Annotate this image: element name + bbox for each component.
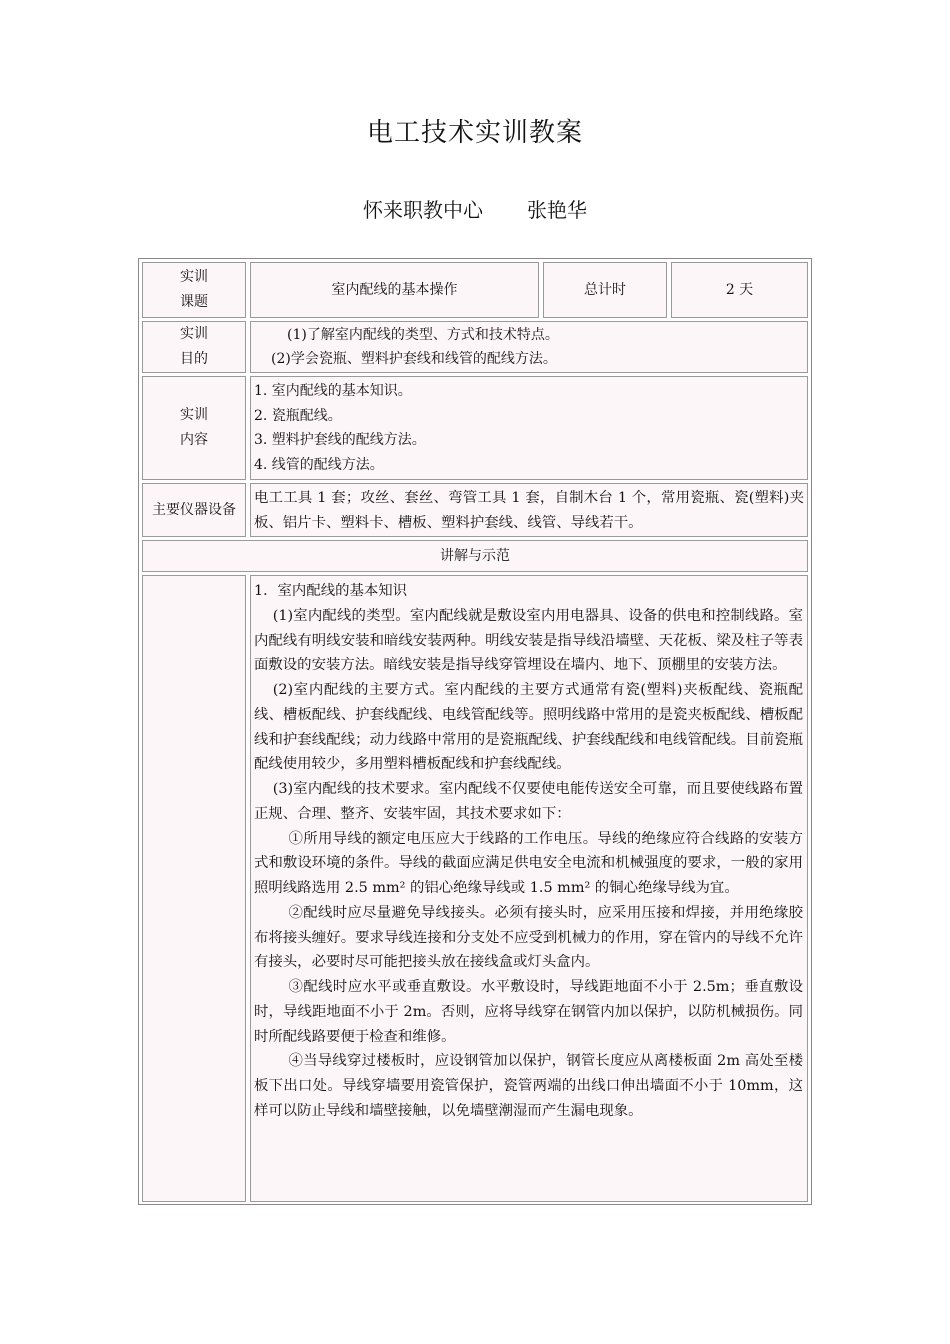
topic-label-cell <box>142 262 246 318</box>
goal-line-1: (1)了解室内配线的类型、方式和技术特点。 <box>287 327 559 343</box>
explanation-heading: 1．室内配线的基本知识 <box>254 583 408 599</box>
paragraph-requirements: (3)室内配线的技术要求。室内配线不仅要使电能传送安全可靠，而且要使线路布置正规、合理、整齐、安装牢固，其技术要求如下： <box>254 781 803 822</box>
goal-label-line1: 实训 <box>180 326 208 342</box>
goal-label-line2: 目的 <box>180 351 208 367</box>
topic-label-line1: 实训 <box>180 269 208 285</box>
school-name: 怀来职教中心 <box>363 198 483 222</box>
equipment-label: 主要仪器设备 <box>142 483 246 537</box>
content-label-cell <box>142 376 246 480</box>
hours-label: 总计时 <box>543 262 667 318</box>
paragraph-methods: (2)室内配线的主要方式。室内配线的主要方式通常有瓷(塑料)夹板配线、瓷瓶配线、槽板配线、护套线配线、电线管配线等。照明线路中常用的是瓷夹板配线、槽板配线和护套线配线；动力线路中常用的是瓷瓶配线、护套线配线和电线管配线。目前瓷瓶配线使用较少，多用塑料槽板配线和护套线配线。 <box>254 682 803 773</box>
content-item: 2. 瓷瓶配线。 <box>254 407 342 424</box>
goal-line-2: (2)学会瓷瓶、塑料护套线和线管的配线方法。 <box>271 351 557 367</box>
document-title: 电工技术实训教案 <box>366 118 583 148</box>
content-item: 4. 线管的配线方法。 <box>254 456 384 473</box>
content-label-line1: 实训 <box>180 407 208 423</box>
goal-text <box>250 321 808 373</box>
paragraph-types: (1)室内配线的类型。室内配线就是敷设室内用电器具、设备的供电和控制线路。室内配线有明线安装和暗线安装两种。明线安装是指导线沿墙壁、天花板、梁及柱子等表面敷设的安装方法。暗线安装是指导线穿管埋设在墙内、地下、顶棚里的安装方法。 <box>254 607 803 674</box>
explanation-body <box>250 575 808 1202</box>
requirement-item: ①所用导线的额定电压应大于线路的工作电压。导线的绝缘应符合线路的安装方式和敷设环境的条件。导线的截面应满足供电安全电流和机械强度的要求，一般的家用照明线路选用 2.5 mm² 的铝心绝缘导线或 1.5 mm² 的铜心绝缘导线为宜。 <box>254 830 803 896</box>
author-name: 张艳华 <box>527 198 587 222</box>
content-item: 3. 塑料护套线的配线方法。 <box>254 432 426 448</box>
requirement-item: ②配线时应尽量避免导线接头。必须有接头时，应采用压接和焊接，并用绝缘胶布将接头缠好。要求导线连接和分支处不应受到机械力的作用，穿在管内的导线不允许有接头，必要时尽可能把接头放在接线盒或灯头盒内。 <box>254 904 803 971</box>
requirement-item: ④当导线穿过楼板时，应设钢管加以保护，钢管长度应从离楼板面 2m 高处至楼板下出口处。导线穿墙要用瓷管保护，瓷管两端的出线口伸出墙面不小于 10mm，这样可以防止导线和墙壁接触，以免墙壁潮湿而产生漏电现象。 <box>254 1053 803 1119</box>
topic-label-line2: 课题 <box>180 294 208 310</box>
topic-value: 室内配线的基本操作 <box>250 262 539 318</box>
goal-label-cell <box>142 321 246 373</box>
content-list <box>250 376 808 480</box>
equipment-text: 电工工具 1 套；攻丝、套丝、弯管工具 1 套，自制木台 1 个，常用瓷瓶、瓷(塑料)夹板、铝片卡、塑料卡、槽板、塑料护套线、线管、导线若干。 <box>250 483 808 537</box>
content-label-line2: 内容 <box>180 432 208 448</box>
content-item: 1. 室内配线的基本知识。 <box>254 383 412 399</box>
requirement-item: ③配线时应水平或垂直敷设。水平敷设时，导线距地面不小于 2.5m；垂直敷设时，导线距地面不小于 2m。否则，应将导线穿在钢管内加以保护，以防机械损伤。同时所配线路要便于检查和维修。 <box>254 979 803 1045</box>
hours-value: 2 天 <box>671 262 808 318</box>
section-heading: 讲解与示范 <box>142 540 808 572</box>
explanation-label-cell <box>142 575 246 1202</box>
author-line <box>0 194 950 223</box>
